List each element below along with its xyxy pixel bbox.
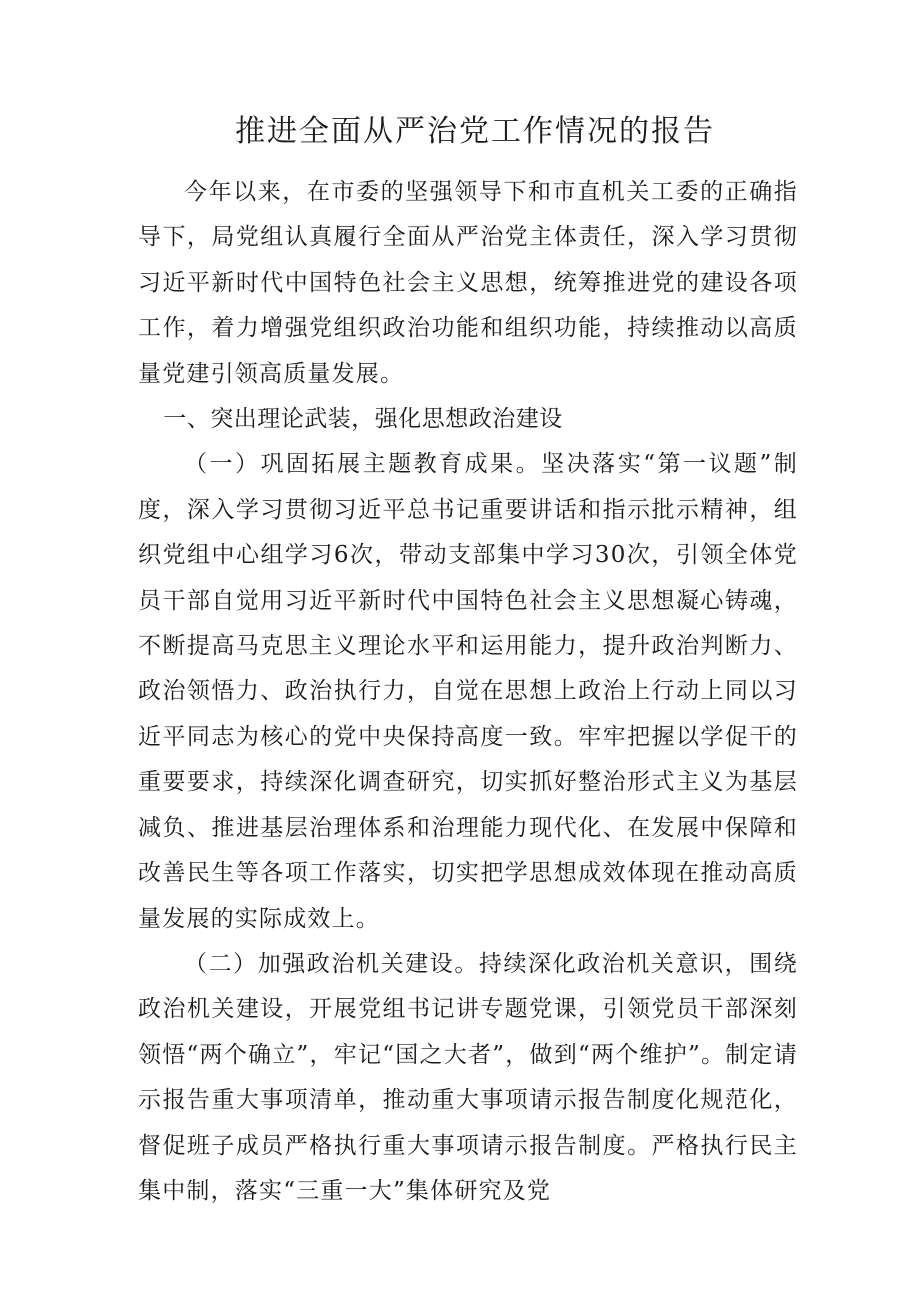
section-heading: 一、突出理论武装，强化思想政治建设 bbox=[163, 406, 563, 433]
document-title: 推进全面从严治党工作情况的报告 bbox=[235, 114, 715, 149]
section-paragraph-1: （一）巩固拓展主题教育成果。坚决落实“第一议题”制度，深入学习贯彻习近平总书记重要讲话和指示批示精神，组织党组中心组学习6次，带动支部集中学习30次，引领全体党员干部自觉用习近平新时代中国特色社会主义思想凝心铸魂，不断提高马克思主义理论水平和运用能力，提升政治判断力、政治领悟力、政治执行力，自觉在思想上政治上行动上同以习近平同志为核心的党中央保持高度一致。牢牢把握以学促干的重要要求，持续深化调查研究，切实抓好整治形式主义为基层减负、推进基层治理体系和治理能力现代化、在发展中保障和改善民生等各项工作落实，切实把学思想成效体现在推动高质量发展的实际成效上。 bbox=[138, 451, 798, 932]
intro-paragraph: 今年以来，在市委的坚强领导下和市直机关工委的正确指导下，局党组认真履行全面从严治党主体责任，深入学习贯彻习近平新时代中国特色社会主义思想，统筹推进党的建设各项工作，着力增强党组织政治功能和组织功能，持续推动以高质量党建引领高质量发展。 bbox=[138, 179, 798, 387]
document-body bbox=[138, 170, 798, 1214]
section-paragraph-2: （二）加强政治机关建设。持续深化政治机关意识，围绕政治机关建设，开展党组书记讲专题党课，引领党员干部深刻领悟“两个确立”，牢记“国之大者”，做到“两个维护”。制定请示报告重大事项清单，推动重大事项请示报告制度化规范化，督促班子成员严格执行重大事项请示报告制度。严格执行民主集中制，落实“三重一大”集体研究及党 bbox=[138, 950, 798, 1204]
